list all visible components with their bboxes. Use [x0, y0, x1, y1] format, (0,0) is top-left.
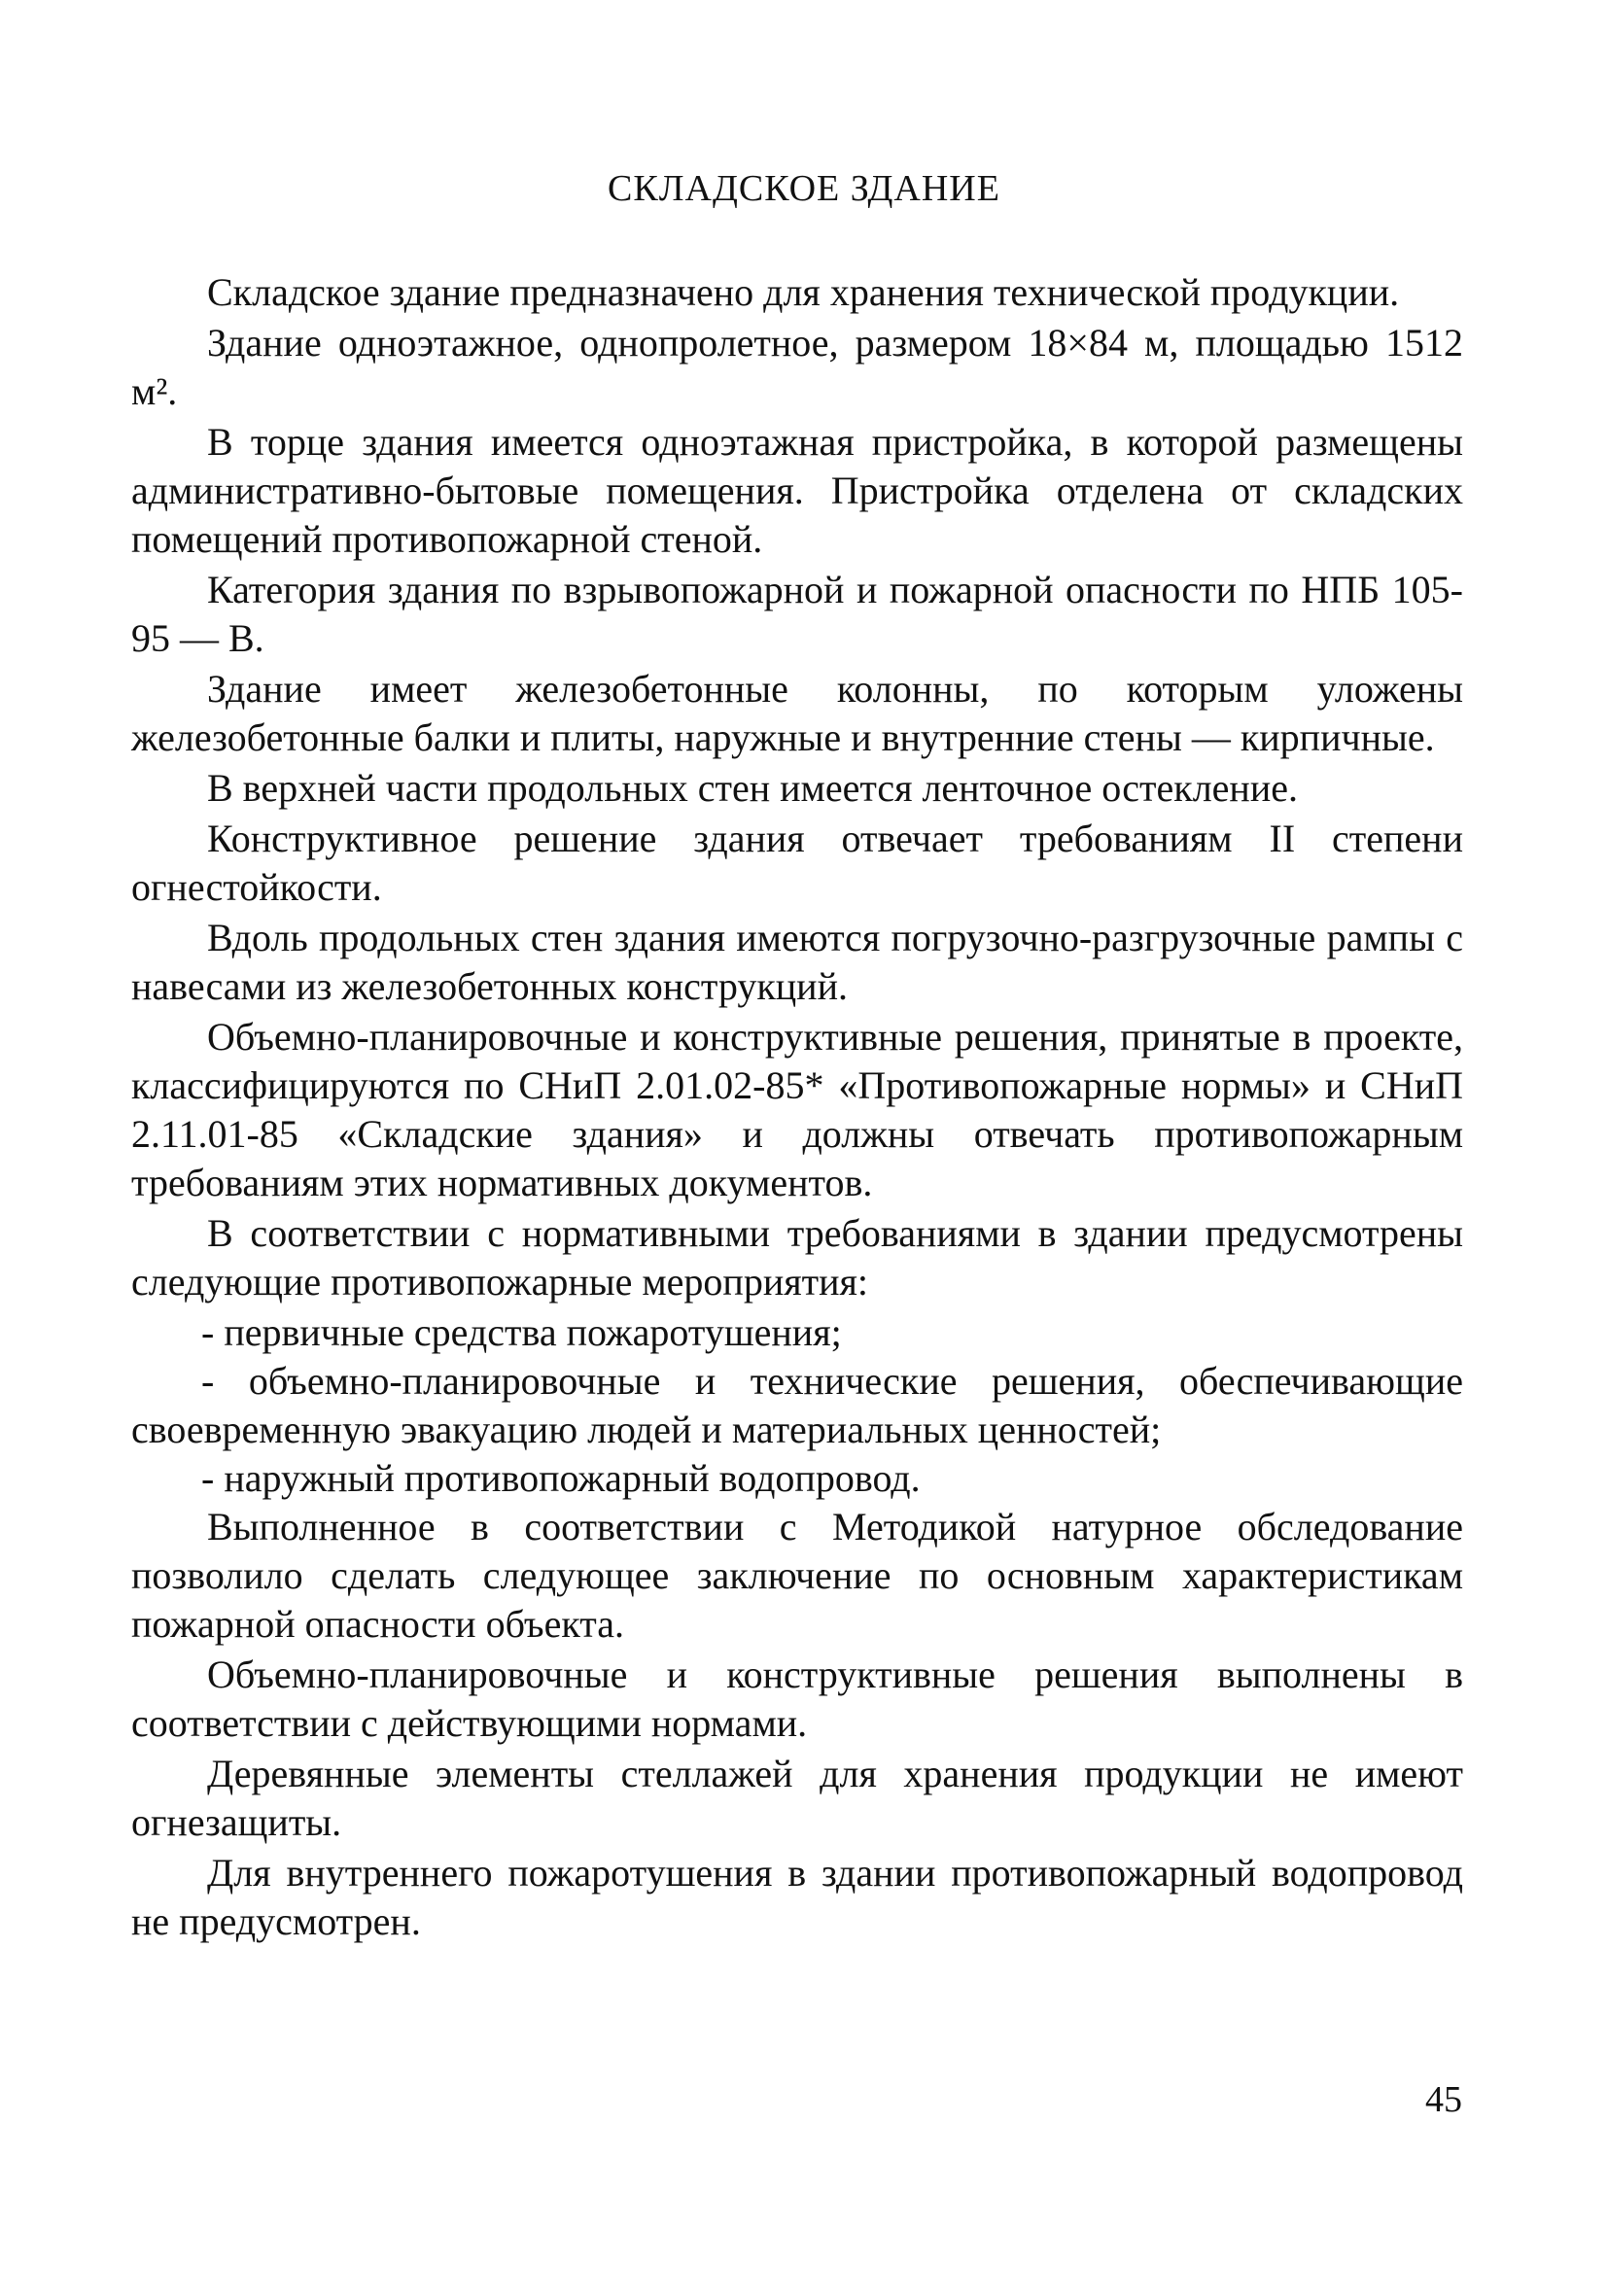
paragraph: Здание одноэтажное, однопролетное, размером 18×84 м, площадью 1512 м². — [131, 321, 1463, 413]
paragraph: В торце здания имеется одноэтажная пристройка, в которой размещены административно-бытовые помещения. Пристройка отделена от складских помещений противопожарной стеной. — [131, 420, 1463, 561]
list-item: - наружный противопожарный водопровод. — [201, 1456, 921, 1500]
paragraph: Выполненное в соответствии с Методикой натурное обследование позволило сделать следующее заключение по основным характеристикам пожарной опасности объекта. — [131, 1505, 1463, 1646]
paragraph: Вдоль продольных стен здания имеются погрузочно-разгрузочные рампы с навесами из железобетонных конструкций. — [131, 916, 1463, 1008]
paragraph: В верхней части продольных стен имеется ленточное остекление. — [207, 766, 1298, 810]
paragraph: Деревянные элементы стеллажей для хранения продукции не имеют огнезащиты. — [131, 1752, 1463, 1844]
paragraph: Объемно-планировочные и конструктивные решения, принятые в проекте, классифицируются по СНиП 2.01.02-85* «Противопожарные нормы» и СНиП 2.11.01-85 «Складские здания» и должны отвечать противопожарным требованиям этих нормативных документов. — [131, 1015, 1463, 1204]
page-number: 45 — [1425, 2079, 1462, 2120]
paragraph: Объемно-планировочные и конструктивные решения выполнены в соответствии с действующими нормами. — [131, 1652, 1463, 1745]
list-item: - первичные средства пожаротушения; — [201, 1310, 842, 1354]
paragraph: В соответствии с нормативными требованиями в здании предусмотрены следующие противопожарные мероприятия: — [131, 1211, 1463, 1304]
paragraph: Складское здание предназначено для хранения технической продукции. — [207, 270, 1400, 314]
paragraph: Здание имеет железобетонные колонны, по которым уложены железобетонные балки и плиты, наружные и внутренние стены — кирпичные. — [131, 667, 1463, 759]
paragraph: Категория здания по взрывопожарной и пожарной опасности по НПБ 105-95 — В. — [131, 568, 1463, 660]
list-item: - объемно-планировочные и технические решения, обеспечивающие своевременную эвакуацию людей и материальных ценностей; — [131, 1359, 1463, 1451]
paragraph: Конструктивное решение здания отвечает требованиям II степени огнестойкости. — [131, 817, 1463, 909]
paragraph: Для внутреннего пожаротушения в здании противопожарный водопровод не предусмотрен. — [131, 1851, 1463, 1943]
document-body — [131, 268, 1463, 1948]
page-title: СКЛАДСКОЕ ЗДАНИЕ — [608, 168, 1000, 209]
